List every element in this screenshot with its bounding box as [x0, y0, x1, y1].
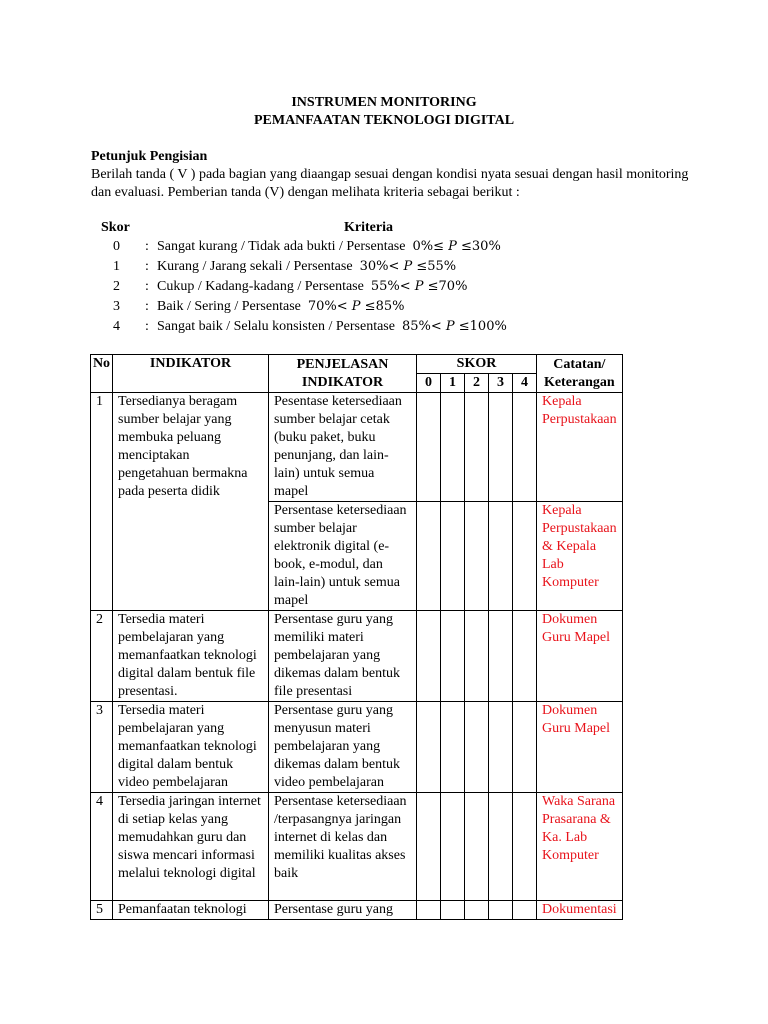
row-catatan: Kepala Perpustakaan & Kepala Lab Komputer	[537, 502, 623, 611]
row-catatan: Dokumen Guru Mapel	[537, 702, 623, 793]
header-skor-4: 4	[513, 374, 537, 393]
table-row	[91, 611, 623, 702]
row-penjelasan: Persentase ketersediaan /terpasangnya jaringan internet di kelas dan memiliki kualitas akses baik	[269, 793, 417, 901]
criteria-kriteria-header: Kriteria	[344, 220, 393, 235]
row-indikator: Tersedia materi pembelajaran yang memanfaatkan teknologi digital dalam bentuk video pembelajaran	[113, 702, 269, 793]
criteria-formula: 85%< P ≤100%	[401, 319, 507, 334]
score-cell-1[interactable]	[441, 393, 465, 502]
criteria-text: Sangat baik / Selalu konsisten / Persentase	[157, 319, 395, 334]
row-catatan: Waka Sarana Prasarana & Ka. Lab Komputer	[537, 793, 623, 901]
row-no: 5	[91, 901, 113, 920]
score-cell-4[interactable]	[513, 502, 537, 611]
score-cell-3[interactable]	[489, 702, 513, 793]
criteria-formula: 30%< P ≤55%	[359, 259, 457, 274]
row-indikator: Tersedianya beragam sumber belajar yang membuka peluang menciptakan pengetahuan bermakna pada peserta didik	[113, 393, 269, 611]
header-skor-3: 3	[489, 374, 513, 393]
row-no: 1	[91, 393, 113, 611]
row-penjelasan: Persentase guru yang	[269, 901, 417, 920]
criteria-skor-header: Skor	[101, 220, 130, 235]
score-cell-1[interactable]	[441, 901, 465, 920]
score-cell-2[interactable]	[465, 611, 489, 702]
score-cell-4[interactable]	[513, 793, 537, 901]
criteria-formula: 0%≤ P ≤30%	[412, 239, 501, 254]
criteria-colon: :	[145, 299, 149, 314]
row-catatan: Dokumentasi	[537, 901, 623, 920]
score-cell-0[interactable]	[417, 611, 441, 702]
score-cell-0[interactable]	[417, 393, 441, 502]
score-cell-2[interactable]	[465, 502, 489, 611]
row-penjelasan: Persentase ketersediaan sumber belajar elektronik digital (e-book, e-modul, dan lain-lain) untuk semua mapel	[269, 502, 417, 611]
score-cell-3[interactable]	[489, 502, 513, 611]
instructions-text: Berilah tanda ( V ) pada bagian yang diaangap sesuai dengan kondisi nyata sesuai dengan hasil monitoring dan evaluasi. Pemberian tanda (V) dengan melihata kriteria sebagai berikut :	[91, 167, 689, 200]
row-penjelasan: Persentase guru yang memiliki materi pembelajaran yang dikemas dalam bentuk file presentasi	[269, 611, 417, 702]
criteria-colon: :	[145, 319, 149, 334]
row-penjelasan: Pesentase ketersediaan sumber belajar cetak (buku paket, buku penunjang, dan lain-lain) untuk semua mapel	[269, 393, 417, 502]
criteria-text: Cukup / Kadang-kadang / Persentase	[157, 279, 364, 294]
score-cell-0[interactable]	[417, 793, 441, 901]
score-cell-1[interactable]	[441, 502, 465, 611]
row-no: 3	[91, 702, 113, 793]
monitoring-table	[90, 354, 623, 920]
table-row	[91, 702, 623, 793]
table-row	[91, 793, 623, 901]
score-cell-1[interactable]	[441, 702, 465, 793]
score-cell-4[interactable]	[513, 393, 537, 502]
criteria-score: 3	[113, 299, 120, 314]
document-title-line1: INSTRUMEN MONITORING	[291, 95, 477, 110]
row-indikator: Tersedia materi pembelajaran yang memanfaatkan teknologi digital dalam bentuk file presentasi.	[113, 611, 269, 702]
row-penjelasan: Persentase guru yang menyusun materi pembelajaran yang dikemas dalam bentuk video pembelajaran	[269, 702, 417, 793]
header-skor-1: 1	[441, 374, 465, 393]
score-cell-1[interactable]	[441, 611, 465, 702]
criteria-score: 0	[113, 239, 120, 254]
score-cell-2[interactable]	[465, 901, 489, 920]
row-no: 4	[91, 793, 113, 901]
instructions-heading: Petunjuk Pengisian	[91, 149, 208, 164]
instructions-section	[91, 148, 691, 202]
header-indikator: INDIKATOR	[113, 355, 269, 393]
score-cell-0[interactable]	[417, 901, 441, 920]
score-cell-2[interactable]	[465, 702, 489, 793]
score-cell-2[interactable]	[465, 393, 489, 502]
score-cell-0[interactable]	[417, 502, 441, 611]
table-row	[91, 393, 623, 502]
row-catatan: Kepala Perpustakaan	[537, 393, 623, 502]
header-skor-2: 2	[465, 374, 489, 393]
criteria-text: Baik / Sering / Persentase	[157, 299, 301, 314]
score-cell-4[interactable]	[513, 901, 537, 920]
header-skor-0: 0	[417, 374, 441, 393]
document-title-line2: PEMANFAATAN TEKNOLOGI DIGITAL	[253, 113, 515, 128]
criteria-colon: :	[145, 279, 149, 294]
header-skor: SKOR	[417, 355, 537, 374]
row-catatan: Dokumen Guru Mapel	[537, 611, 623, 702]
criteria-text: Sangat kurang / Tidak ada bukti / Persentase	[157, 239, 406, 254]
score-cell-4[interactable]	[513, 611, 537, 702]
header-penjelasan: PENJELASAN INDIKATOR	[269, 355, 417, 393]
criteria-score: 1	[113, 259, 120, 274]
score-cell-3[interactable]	[489, 901, 513, 920]
criteria-formula: 70%< P ≤85%	[307, 299, 405, 314]
header-catatan: Catatan/ Keterangan	[537, 355, 623, 393]
criteria-score: 4	[113, 319, 120, 334]
score-cell-3[interactable]	[489, 793, 513, 901]
table-row	[91, 901, 623, 920]
row-no: 2	[91, 611, 113, 702]
row-indikator: Pemanfaatan teknologi	[113, 901, 269, 920]
criteria-text: Kurang / Jarang sekali / Persentase	[157, 259, 353, 274]
score-cell-0[interactable]	[417, 702, 441, 793]
score-cell-3[interactable]	[489, 611, 513, 702]
criteria-colon: :	[145, 239, 149, 254]
score-cell-3[interactable]	[489, 393, 513, 502]
row-indikator: Tersedia jaringan internet di setiap kelas yang memudahkan guru dan siswa mencari informasi melalui teknologi digital	[113, 793, 269, 901]
criteria-colon: :	[145, 259, 149, 274]
score-cell-4[interactable]	[513, 702, 537, 793]
criteria-score: 2	[113, 279, 120, 294]
score-cell-1[interactable]	[441, 793, 465, 901]
header-no: No	[91, 355, 113, 393]
score-cell-2[interactable]	[465, 793, 489, 901]
criteria-formula: 55%< P ≤70%	[370, 279, 468, 294]
